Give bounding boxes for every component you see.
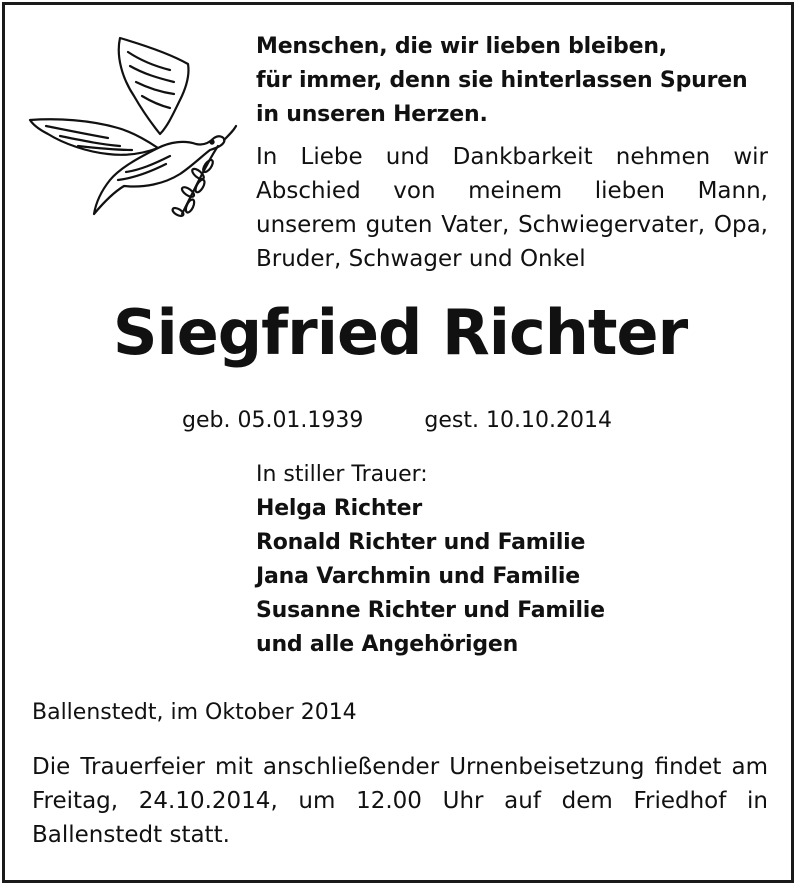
birth-date: geb. 05.01.1939 bbox=[182, 408, 364, 433]
place-date: Ballenstedt, im Oktober 2014 bbox=[32, 700, 357, 725]
mourner-name: Helga Richter bbox=[256, 496, 422, 521]
mourner-name: Jana Varchmin und Familie bbox=[256, 564, 580, 589]
mourner-name: und alle Angehörigen bbox=[256, 632, 519, 657]
deceased-name: Siegfried Richter bbox=[112, 296, 688, 369]
motto-line: in unseren Herzen. bbox=[256, 102, 488, 127]
intro-text: In Liebe und Dankbarkeit nehmen wir Abschied von meinem lieben Mann, unserem guten Vater, Schwiegervater, Opa, Bruder, Schwager und Onkel bbox=[256, 144, 768, 272]
motto bbox=[256, 30, 776, 132]
mourner-name: Susanne Richter und Familie bbox=[256, 598, 605, 623]
dove-with-olive-branch-icon bbox=[24, 34, 240, 224]
service-details: Die Trauerfeier mit anschließender Urnenbeisetzung findet am Freitag, 24.10.2014, um 12.00 Uhr auf dem Friedhof in Ballenstedt statt. bbox=[32, 754, 768, 848]
death-date: gest. 10.10.2014 bbox=[424, 408, 612, 433]
motto-line: Menschen, die wir lieben bleiben, bbox=[256, 34, 667, 59]
mourners-block bbox=[256, 458, 605, 662]
mourner-name: Ronald Richter und Familie bbox=[256, 530, 586, 555]
motto-line: für immer, denn sie hinterlassen Spuren bbox=[256, 68, 748, 93]
life-dates bbox=[182, 408, 612, 433]
mourners-heading: In stiller Trauer: bbox=[256, 462, 428, 487]
